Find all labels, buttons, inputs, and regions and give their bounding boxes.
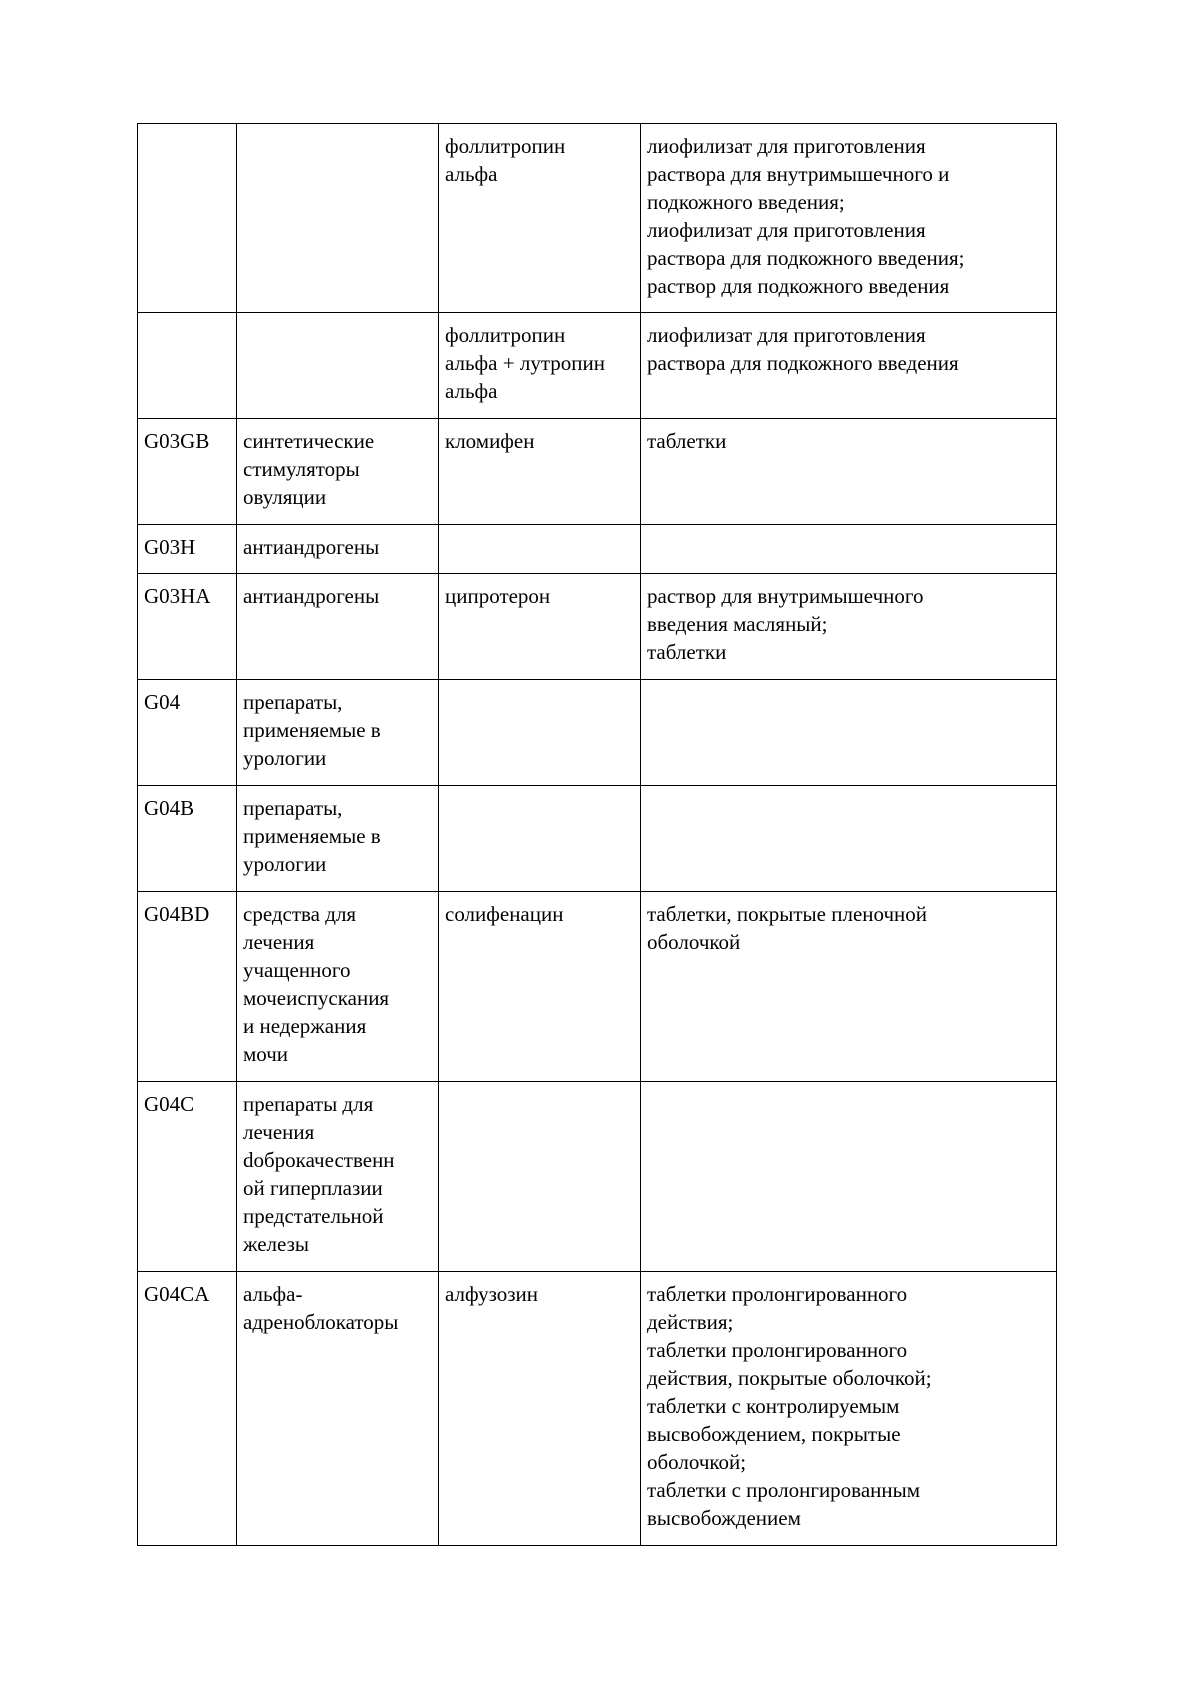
group-name-cell: препараты, применяемые в урологии <box>237 786 439 892</box>
group-name-cell: средства для лечения учащенного мочеиспускания и недержания мочи <box>237 892 439 1082</box>
atc-code-cell <box>138 124 237 313</box>
drug-name-cell <box>439 1082 641 1272</box>
drug-name-cell: ципротерон <box>439 574 641 680</box>
atc-code-cell: G03H <box>138 525 237 574</box>
table-row <box>138 1082 1057 1272</box>
atc-code-cell: G03HA <box>138 574 237 680</box>
drug-name-cell: фоллитропин альфа <box>439 124 641 313</box>
drug-name-cell: фоллитропин альфа + лутропин альфа <box>439 313 641 419</box>
group-name-cell: альфа- адреноблокаторы <box>237 1272 439 1546</box>
group-name-cell <box>237 313 439 419</box>
drug-name-cell <box>439 525 641 574</box>
dosage-form-cell: таблетки <box>641 419 1057 525</box>
dosage-form-cell: таблетки пролонгированного действия; таблетки пролонгированного действия, покрытые оболочкой; таблетки с контролируемым высвобождением, покрытые оболочкой; таблетки с пролонгированным высвобождением <box>641 1272 1057 1546</box>
dosage-form-cell: лиофилизат для приготовления раствора для внутримышечного и подкожного введения; лиофилизат для приготовления раствора для подкожного введения; раствор для подкожного введения <box>641 124 1057 313</box>
atc-code-cell: G03GB <box>138 419 237 525</box>
dosage-form-cell <box>641 1082 1057 1272</box>
dosage-form-cell <box>641 786 1057 892</box>
group-name-cell: препараты, применяемые в урологии <box>237 680 439 786</box>
drug-name-cell: алфузозин <box>439 1272 641 1546</box>
group-name-cell: антиандрогены <box>237 525 439 574</box>
drug-name-cell <box>439 786 641 892</box>
group-name-cell: антиандрогены <box>237 574 439 680</box>
table-row <box>138 525 1057 574</box>
atc-code-cell <box>138 313 237 419</box>
dosage-form-cell: таблетки, покрытые пленочной оболочкой <box>641 892 1057 1082</box>
table-row <box>138 1272 1057 1546</box>
atc-code-cell: G04 <box>138 680 237 786</box>
dosage-form-cell: раствор для внутримышечного введения масляный; таблетки <box>641 574 1057 680</box>
table-row <box>138 419 1057 525</box>
group-name-cell: препараты для лечения dоброкачественн ой гиперплазии предстательной железы <box>237 1082 439 1272</box>
atc-code-cell: G04C <box>138 1082 237 1272</box>
table-row <box>138 574 1057 680</box>
table-row <box>138 313 1057 419</box>
table-row <box>138 786 1057 892</box>
table-row <box>138 680 1057 786</box>
group-name-cell <box>237 124 439 313</box>
table-row <box>138 124 1057 313</box>
drug-name-cell: кломифен <box>439 419 641 525</box>
dosage-form-cell <box>641 680 1057 786</box>
drug-name-cell: солифенацин <box>439 892 641 1082</box>
atc-code-cell: G04BD <box>138 892 237 1082</box>
atc-drug-table <box>137 123 1057 1546</box>
atc-code-cell: G04CA <box>138 1272 237 1546</box>
dosage-form-cell: лиофилизат для приготовления раствора для подкожного введения <box>641 313 1057 419</box>
drug-name-cell <box>439 680 641 786</box>
atc-code-cell: G04B <box>138 786 237 892</box>
dosage-form-cell <box>641 525 1057 574</box>
table-row <box>138 892 1057 1082</box>
group-name-cell: синтетические стимуляторы овуляции <box>237 419 439 525</box>
